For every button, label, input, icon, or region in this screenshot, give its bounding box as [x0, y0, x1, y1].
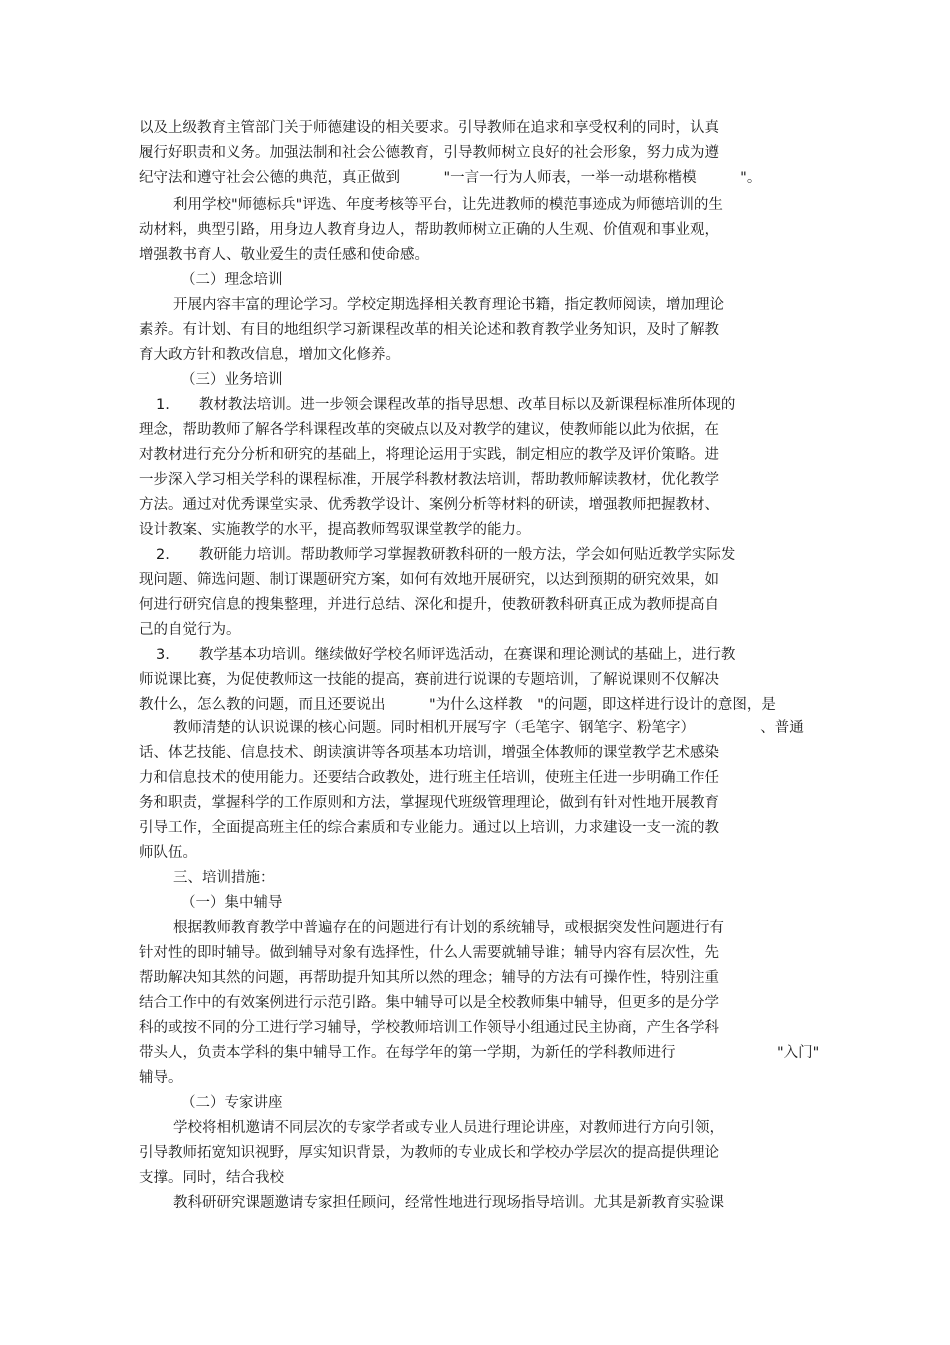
text-line: 带头人，负责本学科的集中辅导工作。在每学年的第一学期，为新任的学科教师进行 "入门"	[139, 1045, 820, 1061]
text-line: 引导工作，全面提高班主任的综合素质和专业能力。通过以上培训，力求建设一支一流的教	[139, 820, 719, 836]
text-line: 设计教案、实施教学的水平，提高教师驾驭课堂教学的能力。	[139, 522, 531, 538]
text-line: 务和职责，掌握科学的工作原则和方法，掌握现代班级管理理论，做到有针对性地开展教育	[139, 795, 719, 811]
section-heading: 三、培训措施：	[173, 870, 275, 886]
text-line: 纪守法和遵守社会公德的典范，真正做到 "一言一行为人师表，一举一动堪称楷模 "。	[139, 170, 762, 186]
text-line: 学校将相机邀请不同层次的专家学者或专业人员进行理论讲座，对教师进行方向引领，	[173, 1120, 724, 1136]
text-line: 针对性的即时辅导。做到辅导对象有选择性，什么人需要就辅导谁；辅导内容有层次性，先	[139, 945, 719, 961]
text-line: 教什么，怎么教的问题，而且还要说出 "为什么这样教 "的问题，即这样进行设计的意图，是	[139, 697, 776, 713]
text-line: 增强教书育人、敬业爱生的责任感和使命感。	[139, 247, 429, 263]
text-line: 何进行研究信息的搜集整理，并进行总结、深化和提升，使教研教科研真正成为教师提高自	[139, 597, 719, 613]
text-line: 己的自觉行为。	[139, 622, 241, 638]
list-item: 3. 教学基本功培训。继续做好学校名师评选活动，在赛课和理论测试的基础上，进行教	[156, 647, 736, 663]
text-line: 话、体艺技能、信息技术、朗读演讲等各项基本功培训，增强全体教师的课堂教学艺术感染	[139, 745, 719, 761]
section-heading: （一）集中辅导	[181, 895, 283, 911]
text-line: 动材料，典型引路，用身边人教育身边人，帮助教师树立正确的人生观、价值观和事业观，	[139, 222, 719, 238]
text-line: 现问题、筛选问题、制订课题研究方案，如何有效地开展研究，以达到预期的研究效果，如	[139, 572, 719, 588]
section-heading: （二）理念培训	[181, 272, 283, 288]
text-line: 素养。有计划、有目的地组织学习新课程改革的相关论述和教育教学业务知识，及时了解教	[139, 322, 719, 338]
text-line: 辅导。	[139, 1070, 183, 1086]
text-line: 结合工作中的有效案例进行示范引路。集中辅导可以是全校教师集中辅导，但更多的是分学	[139, 995, 719, 1011]
text-line: 根据教师教育教学中普遍存在的问题进行有计划的系统辅导，或根据突发性问题进行有	[173, 920, 724, 936]
text-line: 师队伍。	[139, 845, 197, 861]
text-line: 育大政方针和教改信息，增加文化修养。	[139, 347, 400, 363]
text-line: 帮助解决知其然的问题，再帮助提升知其所以然的理念；辅导的方法有可操作性，特别注重	[139, 970, 719, 986]
list-item: 1. 教材教法培训。进一步领会课程改革的指导思想、改革目标以及新课程标准所体现的	[156, 397, 736, 413]
text-line: 支撑。同时，结合我校	[139, 1170, 284, 1186]
text-line: 对教材进行充分分析和研究的基础上，将理论运用于实践，制定相应的教学及评价策略。进	[139, 447, 719, 463]
section-heading: （二）专家讲座	[181, 1095, 283, 1111]
text-line: 以及上级教育主管部门关于师德建设的相关要求。引导教师在追求和享受权利的同时，认真	[139, 120, 719, 136]
text-line: 师说课比赛，为促使教师这一技能的提高，赛前进行说课的专题培训，了解说课则不仅解决	[139, 672, 719, 688]
text-line: 方法。通过对优秀课堂实录、优秀教学设计、案例分析等材料的研读，增强教师把握教材、	[139, 497, 719, 513]
text-line: 教科研研究课题邀请专家担任顾问，经常性地进行现场指导培训。尤其是新教育实验课	[173, 1195, 724, 1211]
text-line: 履行好职责和义务。加强法制和社会公德教育，引导教师树立良好的社会形象，努力成为遵	[139, 145, 719, 161]
text-line: 引导教师拓宽知识视野，厚实知识背景，为教师的专业成长和学校办学层次的提高提供理论	[139, 1145, 719, 1161]
text-line: 力和信息技术的使用能力。还要结合政教处，进行班主任培训，使班主任进一步明确工作任	[139, 770, 719, 786]
text-line: 教师清楚的认识说课的核心问题。同时相机开展写字（毛笔字、钢笔字、粉笔字） 、普通	[173, 720, 804, 736]
list-item: 2. 教研能力培训。帮助教师学习掌握教研教科研的一般方法，学会如何贴近教学实际发	[156, 547, 736, 563]
text-line: 利用学校"师德标兵"评选、年度考核等平台，让先进教师的模范事迹成为师德培训的生	[173, 197, 723, 213]
section-heading: （三）业务培训	[181, 372, 283, 388]
text-line: 一步深入学习相关学科的课程标准，开展学科教材教法培训，帮助教师解读教材，优化教学	[139, 472, 719, 488]
text-line: 理念，帮助教师了解各学科课程改革的突破点以及对教学的建议，使教师能以此为依据，在	[139, 422, 719, 438]
text-line: 开展内容丰富的理论学习。学校定期选择相关教育理论书籍，指定教师阅读，增加理论	[173, 297, 724, 313]
text-line: 科的或按不同的分工进行学习辅导，学校教师培训工作领导小组通过民主协商，产生各学科	[139, 1020, 719, 1036]
